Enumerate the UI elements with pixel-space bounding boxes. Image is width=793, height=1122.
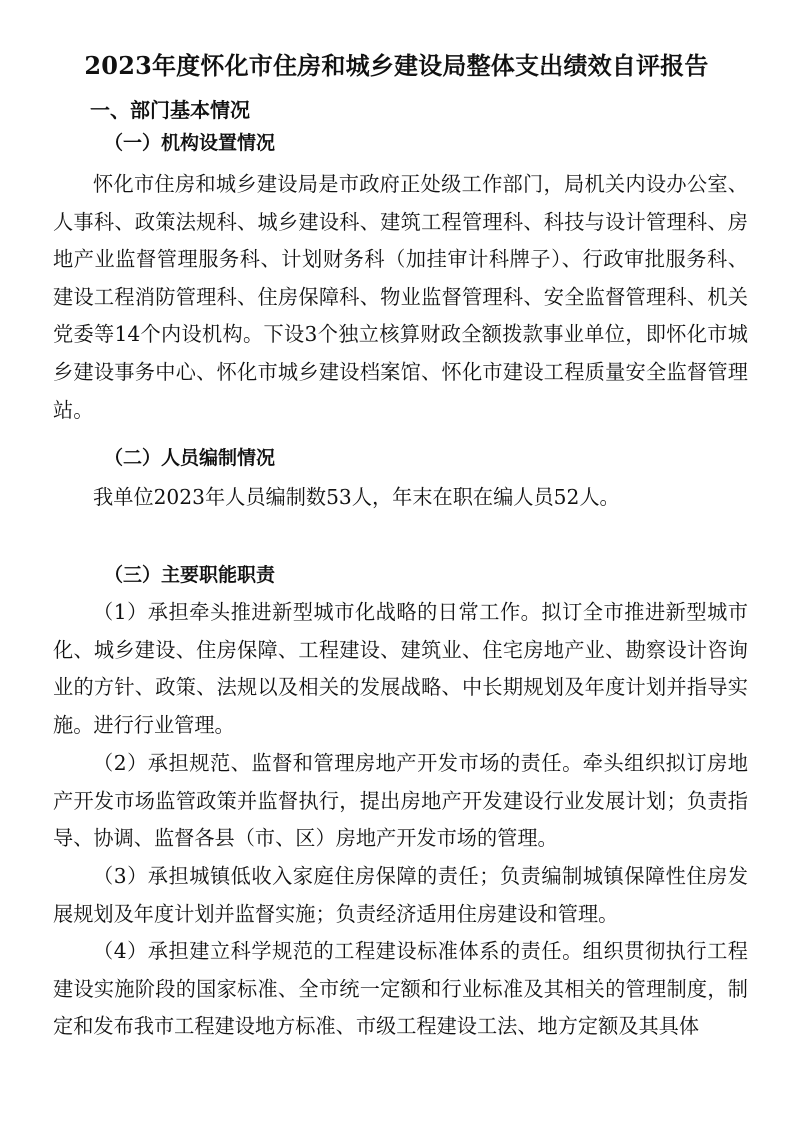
- paragraph-duty-2: （2）承担规范、监督和管理房地产开发市场的责任。牵头组织拟订房地产开发市场监管政策并监督执行，提出房地产开发建设行业发展计划；负责指导、协调、监督各县（市、区）房地产开发市场的管理。: [53, 751, 748, 851]
- section-heading-duties: （三）主要职能职责: [104, 564, 276, 586]
- section-heading-staffing: （二）人员编制情况: [104, 447, 276, 469]
- paragraph-duty-1: （1）承担牵头推进新型城市化战略的日常工作。拟订全市推进新型城市化、城乡建设、住房保障、工程建设、建筑业、住宅房地产业、勘察设计咨询业的方针、政策、法规以及相关的发展战略、中长期规划及年度计划并指导实施。进行行业管理。: [53, 600, 748, 737]
- part1-heading: 一、部门基本情况: [90, 98, 250, 122]
- section-heading-organization: （一）机构设置情况: [104, 132, 276, 154]
- paragraph-duty-4: （4）承担建立科学规范的工程建设标准体系的责任。组织贯彻执行工程建设实施阶段的国家标准、全市统一定额和行业标准及其相关的管理制度，制定和发布我市工程建设地方标准、市级工程建设工法、地方定额及其具体: [53, 939, 748, 1039]
- paragraph-duty-3: （3）承担城镇低收入家庭住房保障的责任；负责编制城镇保障性住房发展规划及年度计划并监督实施；负责经济适用住房建设和管理。: [53, 864, 748, 926]
- paragraph-organization: 怀化市住房和城乡建设局是市政府正处级工作部门，局机关内设办公室、人事科、政策法规科、城乡建设科、建筑工程管理科、科技与设计管理科、房地产业监督管理服务科、计划财务科（加挂审计科牌子）、行政审批服务科、建设工程消防管理科、住房保障科、物业监督管理科、安全监督管理科、机关党委等14个内设机构。下设3个独立核算财政全额拨款事业单位，即怀化市城乡建设事务中心、怀化市城乡建设档案馆、怀化市建设工程质量安全监督管理站。: [53, 172, 748, 422]
- document-title: 2023年度怀化市住房和城乡建设局整体支出绩效自评报告: [84, 51, 709, 80]
- paragraph-staffing: 我单位2023年人员编制数53人，年末在职在编人员52人。: [93, 485, 620, 509]
